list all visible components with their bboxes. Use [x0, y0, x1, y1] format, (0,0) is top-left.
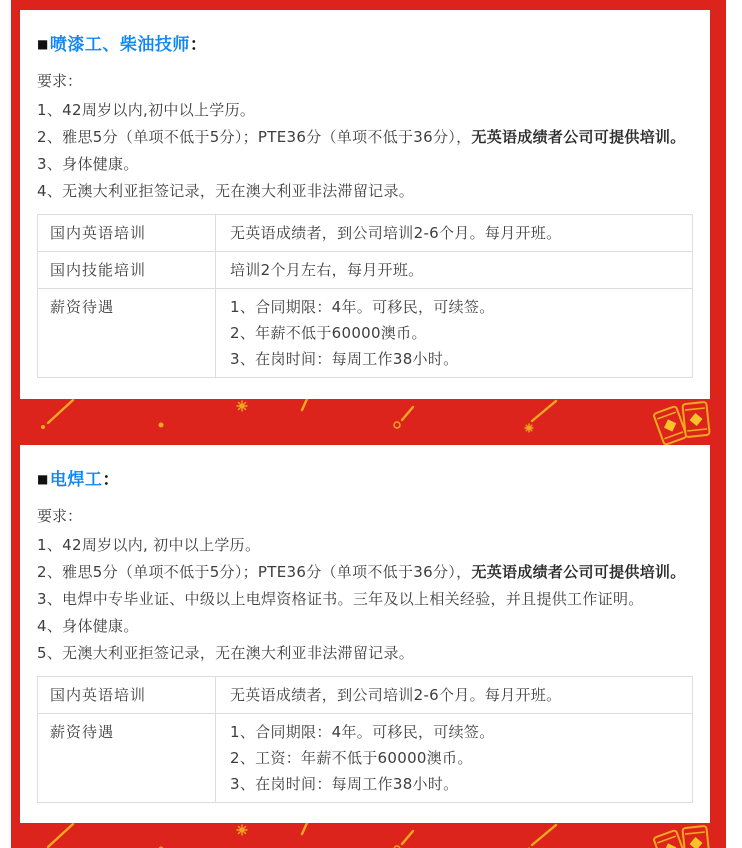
- row-label: 国内英语培训: [38, 215, 216, 252]
- job-title-colon: ：: [102, 470, 120, 490]
- sparkle-small-icon: [525, 424, 533, 432]
- job-title-text: 电焊工: [49, 470, 103, 490]
- job-heading: [37, 467, 693, 492]
- promo-poster: [11, 0, 726, 848]
- requirement-item: [37, 532, 693, 559]
- requirement-item: [37, 640, 693, 667]
- requirement-text: 1、42周岁以内, 初中以上学历。: [37, 536, 261, 554]
- streak-icon: [302, 399, 307, 410]
- content-line: 1、合同期限：4年。可移民，可续签。: [230, 298, 495, 316]
- requirement-item: [37, 586, 693, 613]
- content-line: 2、工资：年薪不低于60000澳币。: [230, 749, 473, 767]
- requirement-text: 3、身体健康。: [37, 155, 139, 173]
- row-content: [216, 714, 693, 803]
- sparkle-icon: [237, 825, 247, 835]
- festive-decor-graphic: [11, 823, 726, 848]
- row-content: [216, 677, 693, 714]
- requirement-text-bold: 无英语成绩者公司可提供培训。: [471, 563, 686, 581]
- requirement-item: [37, 613, 693, 640]
- table-row: [38, 252, 693, 289]
- decor-band-bottom: [11, 823, 726, 848]
- row-content: [216, 289, 693, 378]
- requirement-item: [37, 124, 693, 151]
- job-heading: [37, 32, 693, 57]
- requirement-item: [37, 97, 693, 124]
- info-table: [37, 214, 693, 378]
- row-label: 国内英语培训: [38, 677, 216, 714]
- content-line: 无英语成绩者，到公司培训2-6个月。每月开班。: [230, 224, 562, 242]
- shooting-star-icon: [394, 407, 413, 428]
- decor-band-middle: [11, 399, 726, 445]
- row-content: [216, 252, 693, 289]
- requirement-text-bold: 无英语成绩者公司可提供培训。: [471, 128, 686, 146]
- requirement-text: 4、无澳大利亚拒签记录，无在澳大利亚非法滞留记录。: [37, 182, 415, 200]
- requirement-text: 2、雅思5分（单项不低于5分）；PTE36分（单项不低于36分），: [37, 128, 472, 146]
- content-line: 培训2个月左右，每月开班。: [230, 261, 424, 279]
- table-row: [38, 289, 693, 378]
- streak-icon: [302, 823, 307, 834]
- content-line: 3、在岗时间：每周工作38小时。: [230, 350, 459, 368]
- requirements-list: [37, 532, 693, 667]
- requirement-text: 1、42周岁以内,初中以上学历。: [37, 101, 256, 119]
- requirements-label: 要求：: [37, 507, 83, 525]
- info-table: [37, 676, 693, 803]
- requirement-text: 5、无澳大利亚拒签记录，无在澳大利亚非法滞留记录。: [37, 644, 415, 662]
- requirement-item: [37, 178, 693, 205]
- row-label: 国内技能培训: [38, 252, 216, 289]
- requirements-label: 要求：: [37, 72, 83, 90]
- table-row: [38, 215, 693, 252]
- firework-streak2-icon: [532, 825, 556, 845]
- sparkle-icon: [237, 401, 247, 411]
- table-row: [38, 714, 693, 803]
- red-packets-icon: [653, 402, 709, 445]
- festive-decor-graphic: [11, 399, 726, 445]
- job-title-colon: ：: [189, 35, 208, 55]
- red-packets-icon: [653, 826, 709, 848]
- content-line: 无英语成绩者，到公司培训2-6个月。每月开班。: [230, 686, 562, 704]
- firework-streak-icon: [41, 824, 73, 848]
- row-label: 薪资待遇: [38, 714, 216, 803]
- firework-streak-icon: [41, 400, 73, 429]
- spark-dot-icon: [159, 423, 164, 428]
- content-line: 2、年薪不低于60000澳币。: [230, 324, 427, 342]
- content-line: 3、在岗时间：每周工作38小时。: [230, 775, 459, 793]
- job-title-text: 喷漆工、柴油技师: [49, 35, 190, 55]
- table-row: [38, 677, 693, 714]
- firework-streak2-icon: [532, 401, 556, 421]
- requirement-item: [37, 151, 693, 178]
- bullet-square-icon: ■: [37, 37, 49, 51]
- row-label: 薪资待遇: [38, 289, 216, 378]
- requirement-item: [37, 559, 693, 586]
- row-content: [216, 215, 693, 252]
- bullet-square-icon: ■: [37, 472, 49, 486]
- requirements-list: [37, 97, 693, 205]
- requirement-text: 4、身体健康。: [37, 617, 139, 635]
- shooting-star-icon: [394, 831, 413, 848]
- job-card-2: [20, 445, 710, 823]
- content-line: 1、合同期限：4年。可移民，可续签。: [230, 723, 495, 741]
- requirement-text: 2、雅思5分（单项不低于5分）；PTE36分（单项不低于36分），: [37, 563, 472, 581]
- requirement-text: 3、电焊中专毕业证、中级以上电焊资格证书。三年及以上相关经验，并且提供工作证明。: [37, 590, 644, 608]
- job-card-1: [20, 10, 710, 399]
